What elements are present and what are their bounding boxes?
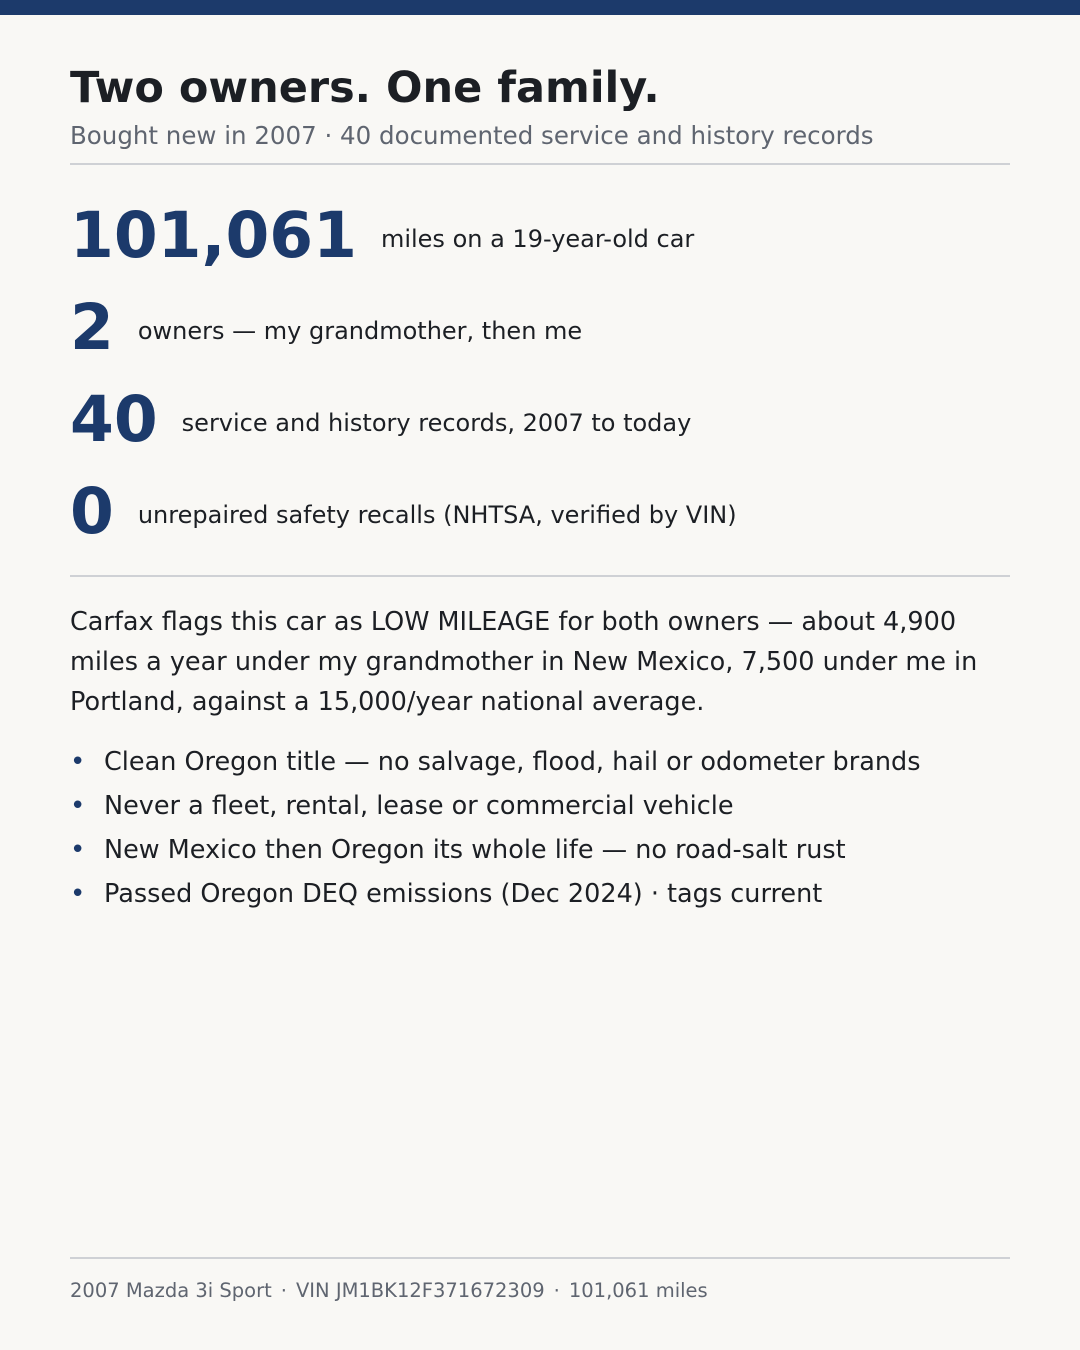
stat-owners-label: owners — my grandmother, then me <box>137 317 583 345</box>
bullet-icon: • <box>70 879 86 909</box>
list-item <box>70 828 1030 872</box>
divider-middle <box>70 575 1010 577</box>
footer-separator: · <box>553 1279 560 1302</box>
divider-top <box>70 163 1010 165</box>
bullet-icon: • <box>70 747 86 777</box>
footer-vin: VIN JM1BK12F371672309 <box>295 1279 545 1302</box>
stat-recalls-number: 0 <box>70 475 114 548</box>
top-accent-bar <box>0 0 1080 15</box>
list-item-text: New Mexico then Oregon its whole life — no road-salt rust <box>104 835 846 865</box>
bullet-icon: • <box>70 835 86 865</box>
stat-records-label: service and history records, 2007 to today <box>181 409 692 437</box>
mileage-paragraph: Carfax flags this car as LOW MILEAGE for both owners — about 4,900 miles a year under my grandmother in New Mexico, 7,500 under me in Portland, against a 15,000/year national average. <box>70 607 978 717</box>
stat-mileage <box>70 196 694 276</box>
features-list <box>70 740 1030 916</box>
list-item-text: Passed Oregon DEQ emissions (Dec 2024) · tags current <box>104 879 823 909</box>
stat-recalls-label: unrepaired safety recalls (NHTSA, verified by VIN) <box>137 501 737 529</box>
stat-records-number: 40 <box>70 383 158 456</box>
stat-records <box>70 380 691 460</box>
footer-separator: · <box>280 1279 287 1302</box>
footer-mileage: 101,061 miles <box>568 1279 708 1302</box>
list-item-text: Never a fleet, rental, lease or commercial vehicle <box>104 791 734 821</box>
list-item <box>70 740 1030 784</box>
stat-owners-number: 2 <box>70 291 114 364</box>
stat-owners <box>70 288 582 368</box>
page-subtitle: Bought new in 2007 · 40 documented service and history records <box>70 121 874 150</box>
list-item <box>70 784 1030 828</box>
page-title: Two owners. One family. <box>70 63 660 113</box>
list-item-text: Clean Oregon title — no salvage, flood, hail or odometer brands <box>104 747 921 777</box>
vehicle-footer <box>70 1278 708 1304</box>
divider-bottom <box>70 1257 1010 1259</box>
list-item <box>70 872 1030 916</box>
stat-recalls <box>70 472 737 552</box>
stat-mileage-label: miles on a 19-year-old car <box>380 225 695 253</box>
footer-model: 2007 Mazda 3i Sport <box>70 1279 272 1302</box>
bullet-icon: • <box>70 791 86 821</box>
stat-mileage-number: 101,061 <box>70 199 357 272</box>
